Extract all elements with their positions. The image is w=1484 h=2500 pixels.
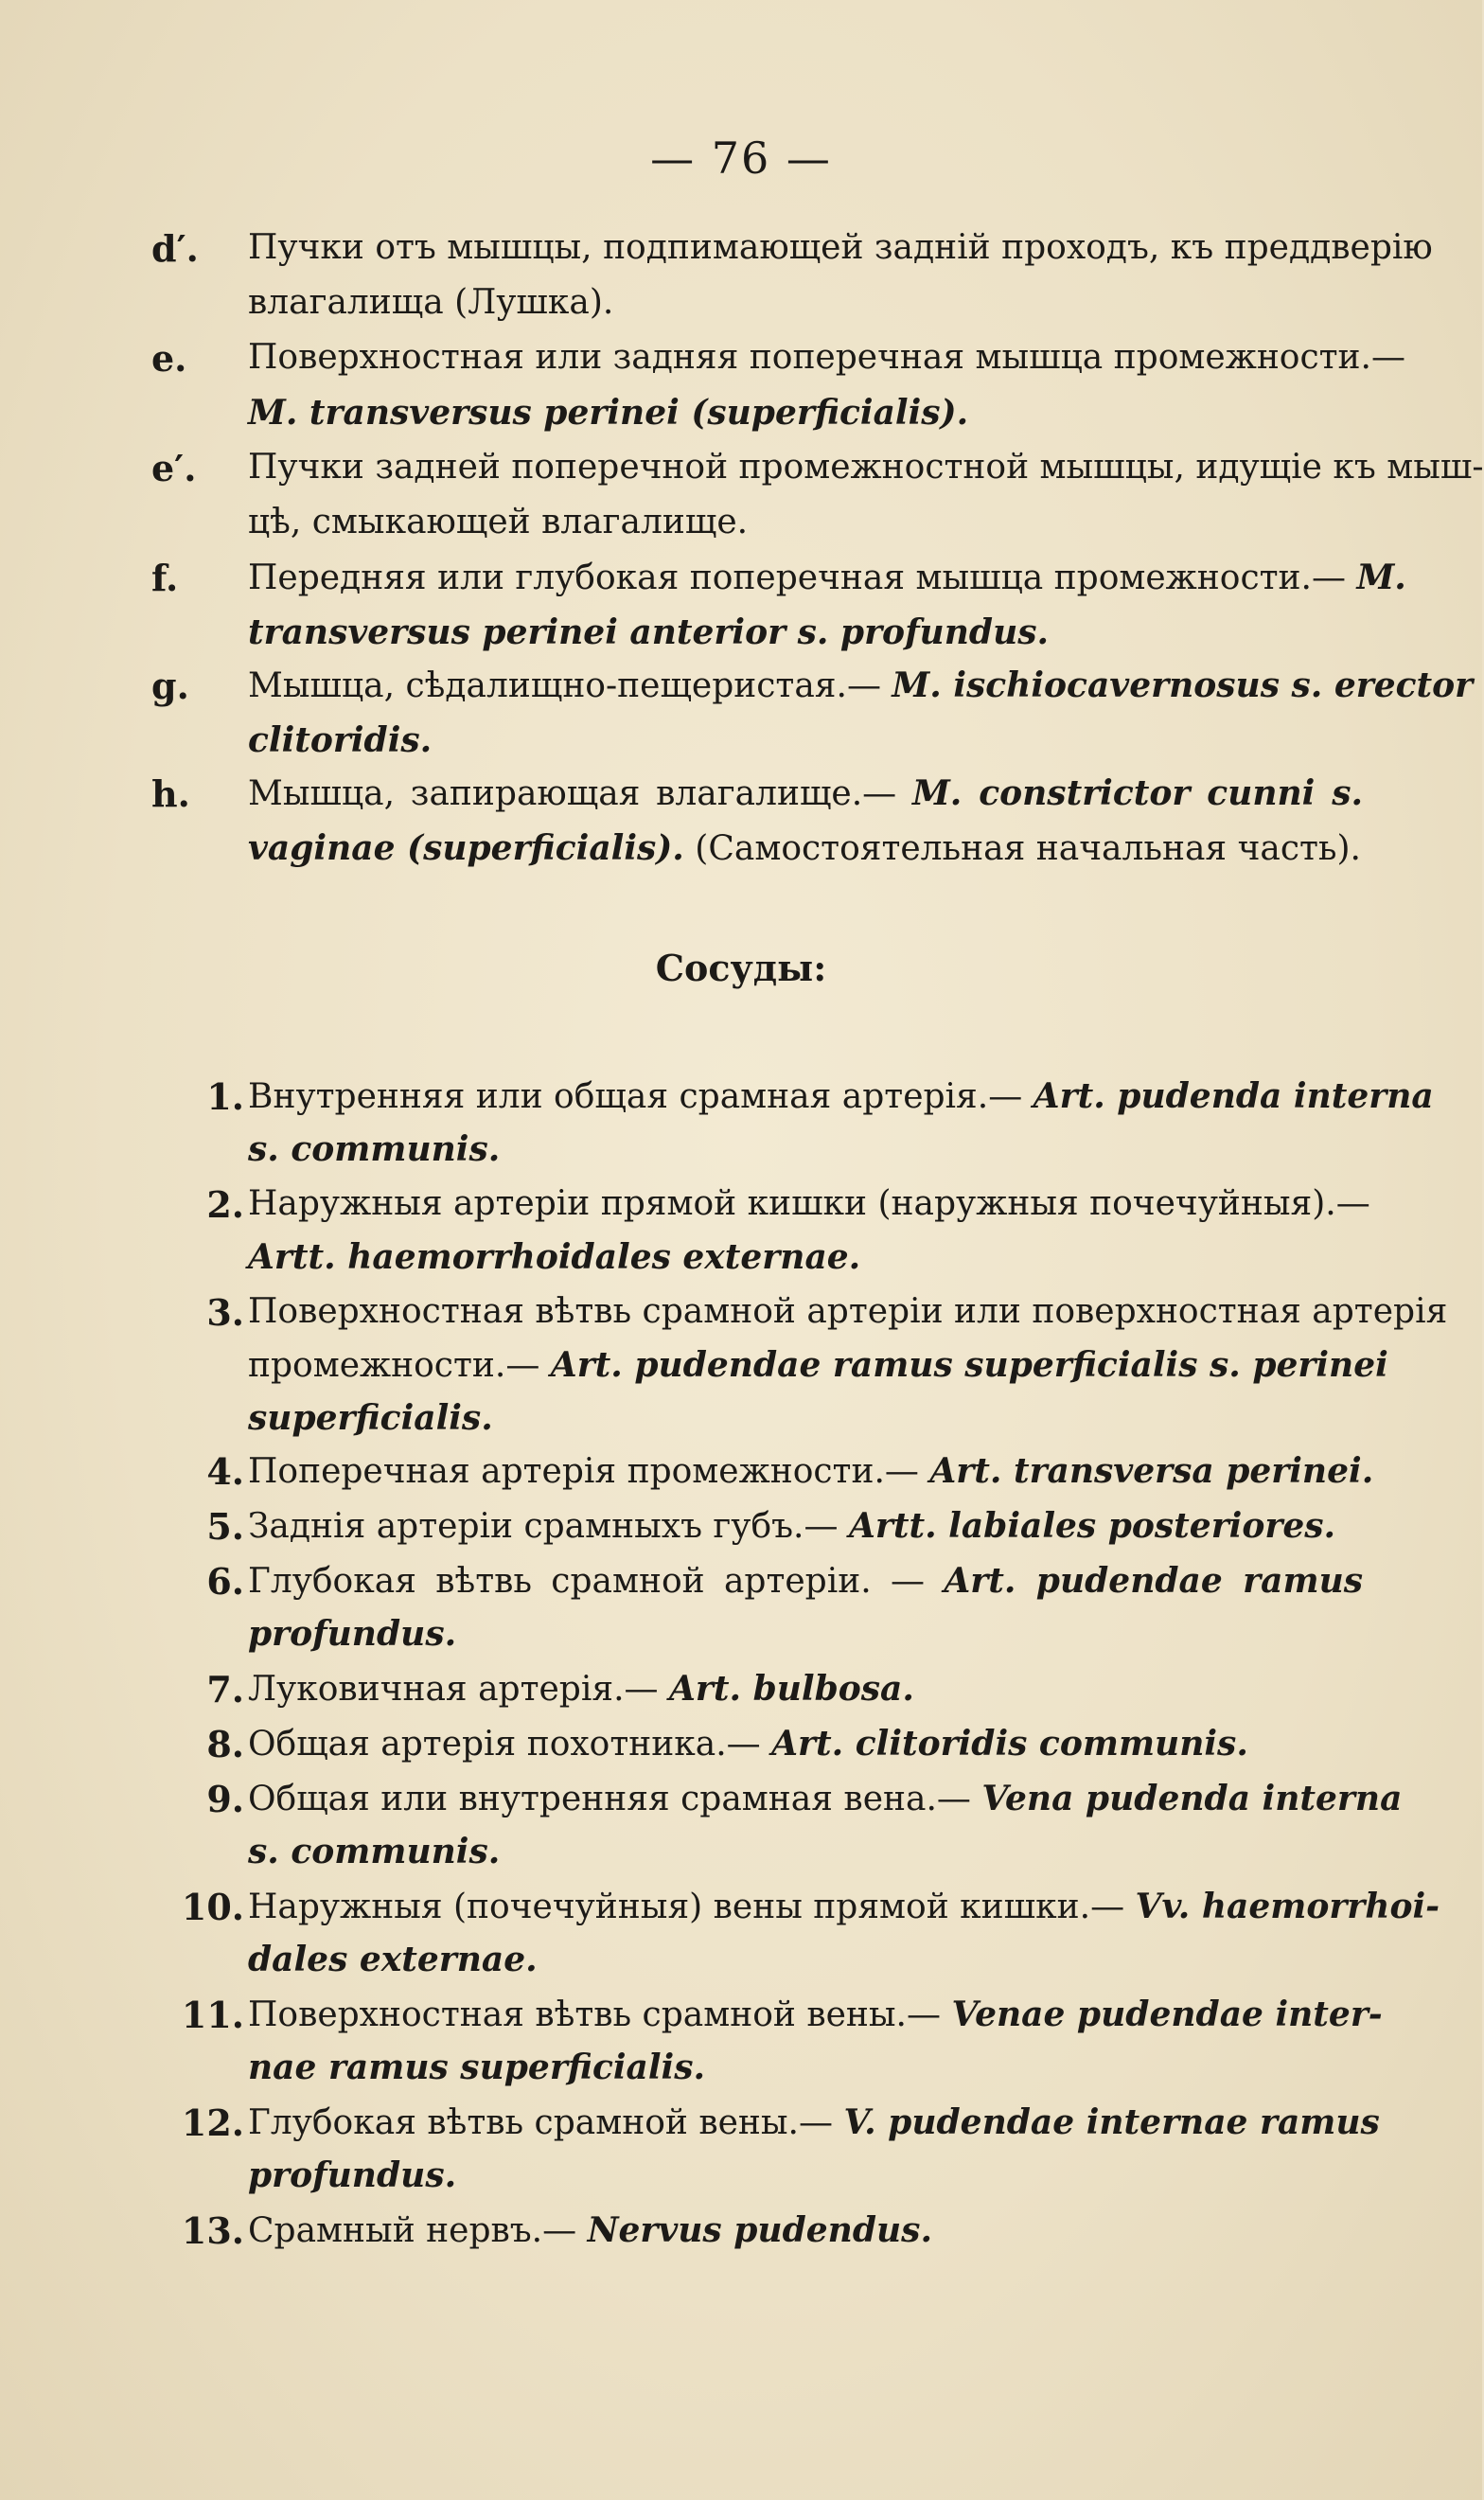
page-number: — 76 —: [650, 133, 832, 184]
item-label: g.: [151, 665, 189, 707]
item-text-line: clitoridis.: [248, 720, 433, 760]
item-text-line: profundus.: [248, 2155, 457, 2195]
item-text-line: Заднія артеріи срамныхъ губъ.— Artt. labiales posteriores.: [248, 1506, 1336, 1546]
item-text-line: Поверхностная или задняя поперечная мышца промежности.—: [248, 338, 1405, 377]
item-number: 3.: [206, 1291, 244, 1334]
item-text-line: superficialis.: [248, 1398, 493, 1438]
item-number: 11.: [181, 1994, 244, 2036]
section-title: Сосуды:: [655, 947, 827, 989]
item-text-line: Пучки отъ мышцы, подпимающей задній проходъ, къ преддверію: [248, 228, 1433, 267]
item-text-line: profundus.: [248, 1614, 457, 1654]
item-text-line: nae ramus superficialis.: [248, 2048, 706, 2087]
item-text-line: Внутренняя или общая срамная артерія.— Art. pudenda interna: [248, 1076, 1434, 1116]
item-number: 5.: [206, 1505, 244, 1548]
item-text-line: s. communis.: [248, 1832, 501, 1871]
item-text-line: transversus perinei anterior s. profundus.: [248, 612, 1050, 652]
item-text-line: Наружныя артеріи прямой кишки (наружныя почечуйныя).—: [248, 1184, 1370, 1223]
item-text-line: Передняя или глубокая поперечная мышца промежности.— M.: [248, 558, 1406, 597]
item-number: 6.: [206, 1560, 244, 1603]
item-text-line: vaginae (superficialis). (Самостоятельная начальная часть).: [248, 828, 1361, 868]
item-text-line: Поверхностная вѣтвь срамной вены.— Venae pudendae inter-: [248, 1995, 1383, 2034]
item-text-line: Общая или внутренняя срамная вена.— Vena pudenda interna: [248, 1779, 1403, 1818]
item-text-line: Глубокая вѣтвь срамной вены.— V. pudendae internae ramus: [248, 2102, 1380, 2142]
item-text-line: Поперечная артерія промежности.— Art. transversa perinei.: [248, 1451, 1374, 1491]
item-number: 7.: [206, 1668, 244, 1711]
item-text-line: Artt. haemorrhoidales externae.: [248, 1237, 861, 1277]
item-text-line: цѣ, смыкающей влагалище.: [248, 503, 749, 541]
item-text-line: Срамный нервъ.— Nervus pudendus.: [248, 2210, 932, 2250]
item-number: 9.: [206, 1778, 244, 1820]
item-text-line: dales externae.: [248, 1940, 538, 1979]
item-text-line: Наружныя (почечуйныя) вены прямой кишки.— Vv. haemorrhoi-: [248, 1887, 1440, 1926]
item-number: 4.: [206, 1450, 244, 1493]
item-label: h.: [151, 772, 190, 815]
item-number: 12.: [181, 2101, 244, 2144]
item-text-line: M. transversus perinei (superficialis).: [248, 393, 969, 433]
item-text-line: s. communis.: [248, 1129, 501, 1169]
item-number: 10.: [181, 1886, 244, 1928]
item-text-line: Пучки задней поперечной промежностной мышцы, идущіе къ мыш-: [248, 448, 1484, 487]
item-text-line: Глубокая вѣтвь срамной артеріи. — Art. pudendae ramus: [248, 1561, 1364, 1601]
item-number: 1.: [206, 1075, 244, 1118]
item-label: f.: [151, 557, 179, 599]
item-text-line: Поверхностная вѣтвь срамной артеріи или поверхностная артерія: [248, 1292, 1448, 1331]
item-text-line: промежности.— Art. pudendae ramus superficialis s. perinei: [248, 1345, 1388, 1385]
item-number: 8.: [206, 1723, 244, 1765]
item-number: 13.: [181, 2209, 244, 2252]
item-text-line: Луковичная артерія.— Art. bulbosa.: [248, 1669, 914, 1709]
item-text-line: Мышца, запирающая влагалище.— M. constrictor cunni s.: [248, 773, 1364, 813]
item-text-line: влагалища (Лушка).: [248, 283, 614, 322]
item-text-line: Мышца, сѣдалищно-пещеристая.— M. ischiocavernosus s. erector: [248, 665, 1474, 705]
item-label: e′.: [151, 447, 197, 489]
item-number: 2.: [206, 1183, 244, 1226]
item-label: e.: [151, 337, 187, 380]
item-label: d′.: [151, 227, 199, 270]
item-text-line: Общая артерія похотника.— Art. clitoridis communis.: [248, 1724, 1248, 1764]
